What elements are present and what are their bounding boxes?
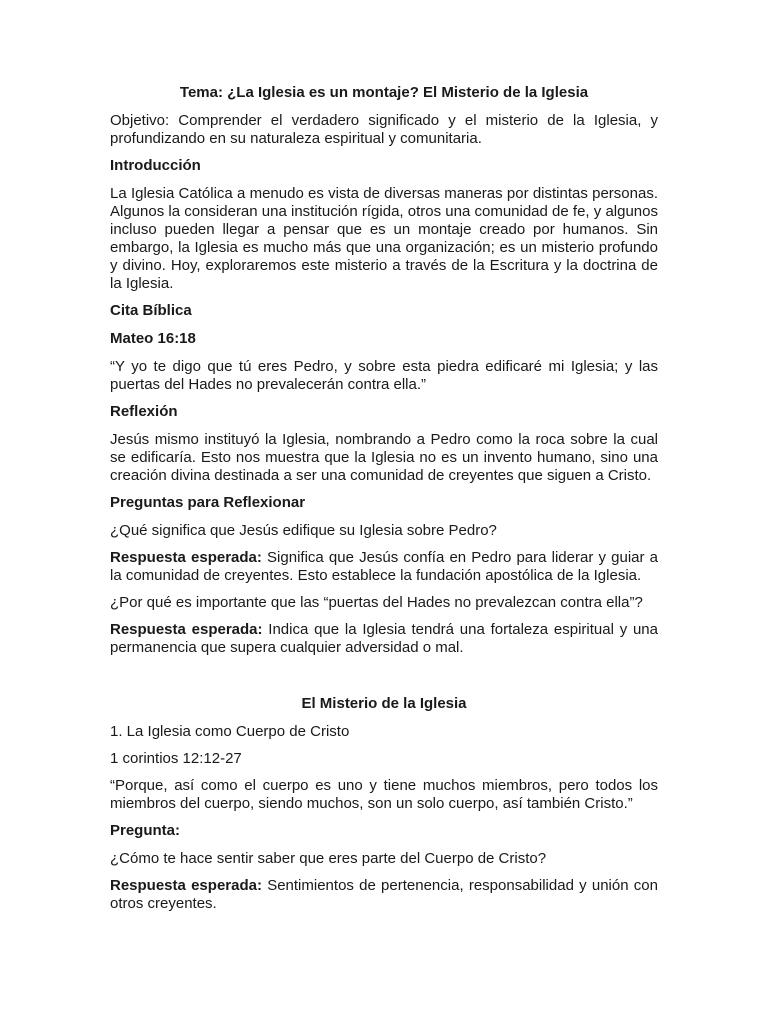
question-1: ¿Qué significa que Jesús edifique su Iglesia sobre Pedro? [110,522,497,539]
citation-reference: Mateo 16:18 [110,330,196,347]
answer-2-label: Respuesta esperada: [110,621,263,638]
introduction-paragraph: La Iglesia Católica a menudo es vista de diversas maneras por distintas personas. Algunos la consideran una institución rígida, otros una comunidad de fe, y algunos incluso pueden llegar a pensar que es un montaje creado por humanos. Sin embargo, la Iglesia es mucho más que una organización; es un misterio profundo y divino. Hoy, exploraremos este misterio a través de la Escritura y la doctrina de la Iglesia. [110,185,658,292]
questions-heading: Preguntas para Reflexionar [110,494,306,511]
introduction-heading: Introducción [110,157,201,174]
mystery-heading: El Misterio de la Iglesia [301,695,467,712]
answer-1-label: Respuesta esperada: [110,549,262,566]
mystery-answer-label: Respuesta esperada: [110,877,262,894]
answer-2 [110,621,658,657]
document-title: Tema: ¿La Iglesia es un montaje? El Misterio de la Iglesia [179,84,589,101]
answer-1 [110,549,658,585]
answer-1-text: Significa que Jesús confía en Pedro para liderar y guiar a la comunidad de creyentes. Esto establece la fundación apostólica de la Iglesia. [110,549,658,584]
mystery-question-heading: Pregunta: [110,822,181,839]
mystery-answer [110,877,658,913]
mystery-quote: “Porque, así como el cuerpo es uno y tiene muchos miembros, pero todos los miembros del cuerpo, siendo muchos, son un solo cuerpo, así también Cristo.” [110,777,658,812]
reflection-paragraph: Jesús mismo instituyó la Iglesia, nombrando a Pedro como la roca sobre la cual se edificaría. Esto nos muestra que la Iglesia no es un invento humano, sino una creación divina destinada a ser una comunidad de creyentes que siguen a Cristo. [110,431,658,484]
reflection-heading: Reflexión [110,403,178,420]
mystery-point-1: 1. La Iglesia como Cuerpo de Cristo [110,723,350,740]
mystery-answer-text: Sentimientos de pertenencia, responsabilidad y unión con otros creyentes. [110,877,658,912]
mystery-reference: 1 corintios 12:12-27 [110,750,242,767]
objective-paragraph: Objetivo: Comprender el verdadero significado y el misterio de la Iglesia, y profundizando en su naturaleza espiritual y comunitaria. [110,112,658,147]
mystery-question: ¿Cómo te hace sentir saber que eres parte del Cuerpo de Cristo? [110,850,547,867]
citation-heading: Cita Bíblica [110,302,192,319]
question-2: ¿Por qué es importante que las “puertas del Hades no prevalezcan contra ella”? [110,594,643,611]
document-page [110,84,658,922]
citation-quote: “Y yo te digo que tú eres Pedro, y sobre esta piedra edificaré mi Iglesia; y las puertas del Hades no prevalecerán contra ella.” [110,358,658,393]
answer-2-text: Indica que la Iglesia tendrá una fortaleza espiritual y una permanencia que supera cualquier adversidad o mal. [110,621,658,656]
